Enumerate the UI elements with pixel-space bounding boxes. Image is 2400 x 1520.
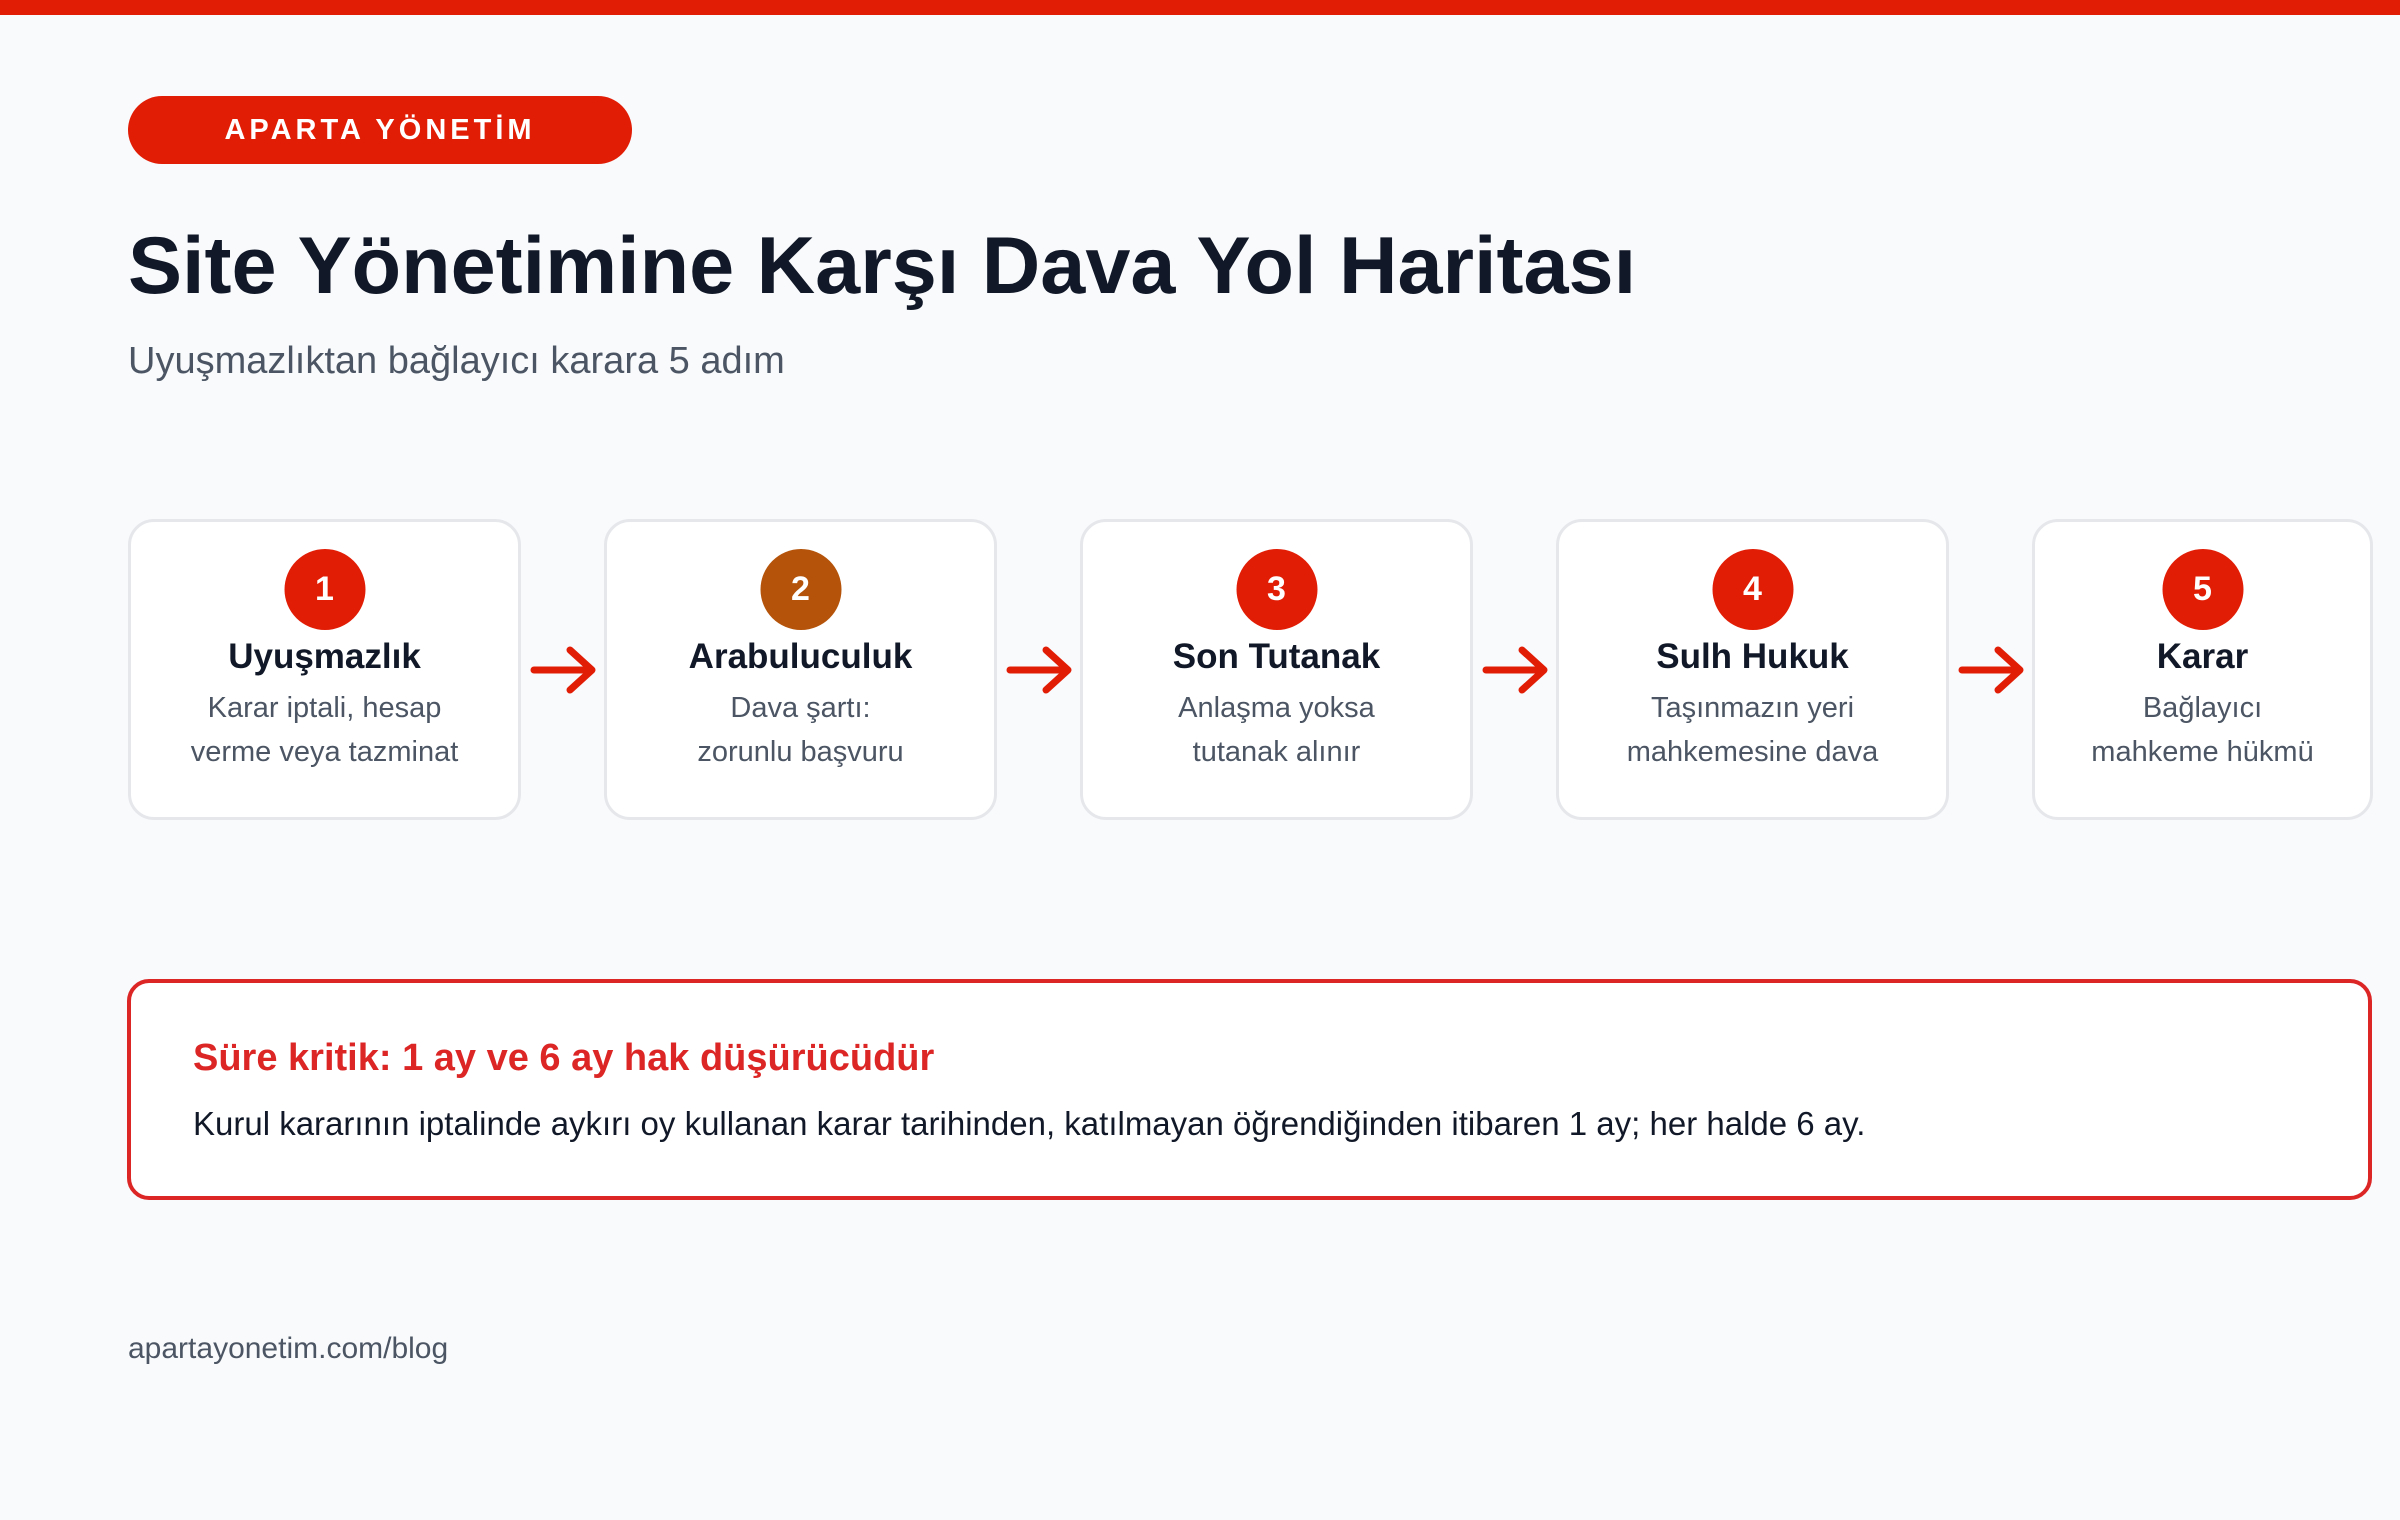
brand-label: APARTA YÖNETİM xyxy=(224,113,536,146)
step-title: Sulh Hukuk xyxy=(1656,637,1849,676)
page-subtitle: Uyuşmazlıktan bağlayıcı karara 5 adım xyxy=(128,340,785,382)
step-description xyxy=(141,686,508,774)
step-description-line: Bağlayıcı xyxy=(2142,692,2263,724)
step-title: Son Tutanak xyxy=(1172,637,1381,676)
warning-title: Süre kritik: 1 ay ve 6 ay hak düşürücüdür xyxy=(193,1037,935,1079)
step-description-line: verme veya tazminat xyxy=(190,736,459,768)
step-title: Arabuluculuk xyxy=(688,637,913,676)
step-card-4 xyxy=(1556,519,1949,820)
arrow-right-icon xyxy=(530,644,598,696)
step-description-line: zorunlu başvuru xyxy=(697,736,904,768)
page-title: Site Yönetimine Karşı Dava Yol Haritası xyxy=(128,221,1637,311)
step-card-1 xyxy=(128,519,521,820)
step-number-badge: 1 xyxy=(284,549,365,630)
step-number-badge: 5 xyxy=(2162,549,2243,630)
step-number-badge: 3 xyxy=(1236,549,1317,630)
arrow-right-icon xyxy=(1006,644,1074,696)
step-description xyxy=(1093,686,1460,774)
arrow-right-icon xyxy=(1482,644,1550,696)
top-accent-bar xyxy=(0,0,2400,15)
step-description-line: Dava şartı: xyxy=(730,692,871,724)
step-number-badge: 4 xyxy=(1712,549,1793,630)
step-description-line: tutanak alınır xyxy=(1192,736,1361,768)
step-card-2 xyxy=(604,519,997,820)
step-description xyxy=(2045,686,2360,774)
step-card-5 xyxy=(2032,519,2373,820)
step-description-line: Anlaşma yoksa xyxy=(1178,692,1375,724)
step-number-badge: 2 xyxy=(760,549,841,630)
step-description-line: Karar iptali, hesap xyxy=(207,692,442,724)
step-title: Karar xyxy=(2156,637,2249,676)
step-description-line: mahkemesine dava xyxy=(1626,736,1879,768)
step-description xyxy=(617,686,984,774)
step-description xyxy=(1569,686,1936,774)
brand-badge xyxy=(128,96,632,164)
step-title: Uyuşmazlık xyxy=(228,637,421,676)
deadline-warning-box xyxy=(127,979,2372,1200)
footer-url: apartayonetim.com/blog xyxy=(128,1332,449,1365)
warning-text: Kurul kararının iptalinde aykırı oy kullanan karar tarihinden, katılmayan öğrendiğinden itibaren 1 ay; her halde 6 ay. xyxy=(193,1105,1866,1142)
step-card-3 xyxy=(1080,519,1473,820)
step-description-line: Taşınmazın yeri xyxy=(1650,692,1855,724)
step-description-line: mahkeme hükmü xyxy=(2091,736,2314,768)
arrow-right-icon xyxy=(1958,644,2026,696)
